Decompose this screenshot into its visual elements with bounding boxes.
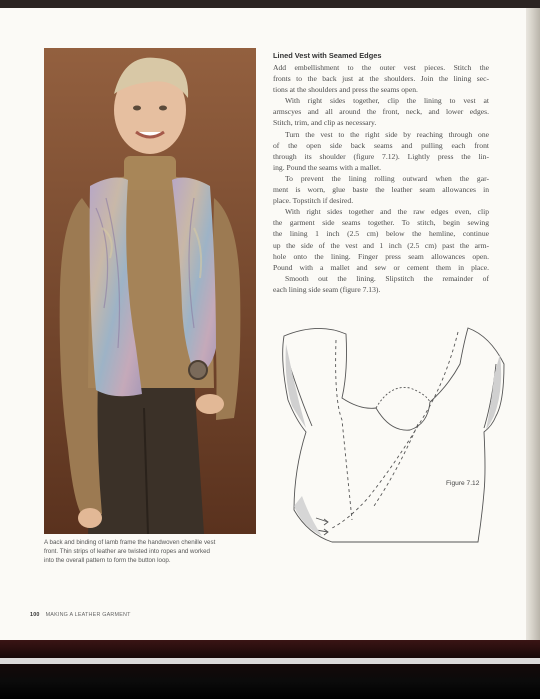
top-edge [0, 0, 540, 8]
body-line: through its shoulder (figure 7.12). Lightly press the lin- [273, 151, 489, 161]
body-line: armscyes and all around the front, neck, and lower edges. [273, 107, 489, 117]
body-line: Add embellishment to the outer vest pieces. Stitch the [273, 63, 489, 72]
body-line: Stitch, trim, and clip as necessary. [273, 118, 377, 128]
body-line: tions at the shoulders and press the seams open. [273, 85, 418, 95]
running-title: MAKING A LEATHER GARMENT [45, 612, 131, 618]
body-line: place. Topstitch if desired. [273, 196, 354, 206]
page-number: 100 [30, 612, 40, 618]
body-text [273, 62, 489, 295]
body-line: the lining 1 inch (2.5 cm) below the hemline, continue [273, 229, 489, 239]
body-line: each lining side seam (figure 7.13). [273, 284, 381, 294]
seam-line [336, 340, 352, 520]
body-line: Pound with a mallet and sew or cement them in place. [273, 262, 489, 272]
caption-line: A back and binding of lamb frame the handwoven chenille vest [44, 539, 216, 546]
page-footer [30, 612, 131, 618]
body-line: With right sides together, clip the lining to vest at [285, 96, 489, 106]
section-heading: Lined Vest with Seamed Edges [273, 51, 382, 60]
body-line: ing. Pound the seams with a mallet. [273, 162, 381, 172]
vest-outline [283, 328, 504, 542]
body-line: the garment side seams together. To stitch, begin sewing [273, 218, 489, 228]
seam-line [332, 332, 458, 528]
body-line: With right sides together and the raw edges even, clip [285, 207, 489, 217]
caption-line: into the overall pattern to form the button loop. [44, 557, 171, 564]
body-line: fronts to the back just at the shoulders. Join the lining sec- [273, 74, 489, 84]
body-line: ment is worn, glue baste the leather seam allowances in [273, 185, 489, 195]
photo-illustration [44, 48, 256, 534]
vest-diagram [278, 320, 508, 556]
vest-photo [44, 48, 256, 534]
body-line: up the side of the vest and 1 inch (2.5 cm) past the arm- [273, 240, 489, 250]
body-line: Smooth out the lining. Slipstitch the remainder of [285, 273, 489, 283]
body-line: of the open side back seams and pulling each front [273, 140, 489, 150]
caption-line: front. Thin strips of leather are twisted into ropes and worked [44, 548, 211, 555]
photo-caption [44, 538, 258, 565]
book-spine [526, 8, 540, 640]
body-line: hole onto the lining. Finger press seam allowances open. [273, 251, 489, 261]
body-line: Turn the vest to the right side by reaching through one [285, 129, 489, 139]
page-bottom-edge [0, 640, 540, 699]
figure-label: Figure 7.12 [446, 480, 480, 487]
body-line: To prevent the lining rolling outward when the gar- [285, 173, 489, 183]
